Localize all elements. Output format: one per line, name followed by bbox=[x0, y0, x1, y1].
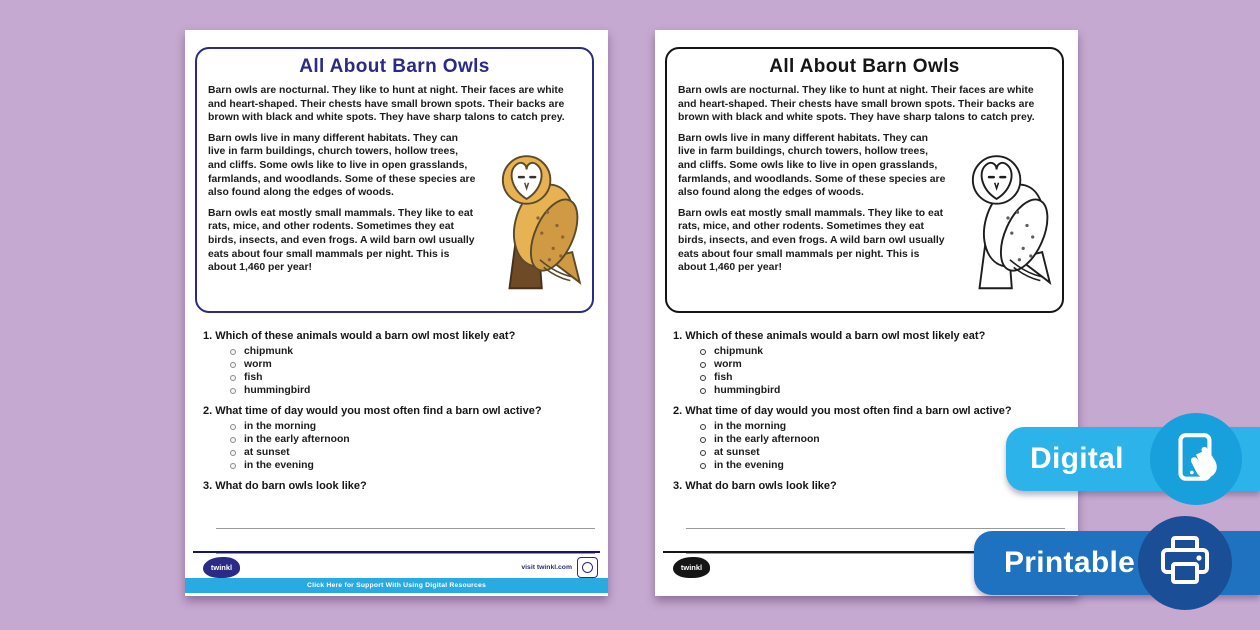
twinkl-logo: twinkl bbox=[673, 557, 710, 578]
answer-line bbox=[686, 504, 1065, 529]
question-2 bbox=[673, 405, 1067, 417]
radio-button bbox=[700, 450, 706, 456]
radio-button[interactable] bbox=[230, 362, 236, 368]
radio-button[interactable] bbox=[230, 349, 236, 355]
option-label: hummingbird bbox=[244, 385, 311, 396]
option-label: in the early afternoon bbox=[244, 434, 350, 445]
passage-paragraph-2-text: Barn owls live in many different habitats. They can live in farm buildings, church towers, hollow trees, and cliffs. Some owls like to live in open grasslands, farmlands, and woodlands. Some of these species are also found along the edges of woods. bbox=[678, 132, 946, 199]
radio-button[interactable] bbox=[230, 388, 236, 394]
digital-worksheet-page bbox=[185, 30, 608, 596]
radio-button bbox=[700, 424, 706, 430]
printable-worksheet-page bbox=[655, 30, 1078, 596]
question-3-text: What do barn owls look like? bbox=[685, 480, 837, 492]
answer-lines bbox=[216, 504, 595, 554]
passage-paragraph-1-text: Barn owls are nocturnal. They like to hunt at night. Their faces are white and heart-shaped. Their chests have small brown spots. Their backs are brown with black and white spots. They have sharp talons to catch prey. bbox=[208, 85, 565, 124]
tablet-touch-icon bbox=[1150, 413, 1242, 505]
option-in-the-evening[interactable] bbox=[230, 460, 597, 471]
barn-owl-illustration bbox=[481, 144, 594, 290]
question-1 bbox=[673, 330, 1067, 342]
option-in-the-morning[interactable] bbox=[230, 421, 597, 432]
reading-passage-box bbox=[665, 47, 1064, 313]
question-1-text: Which of these animals would a barn owl most likely eat? bbox=[215, 330, 516, 342]
worksheet-title: All About Barn Owls bbox=[769, 56, 960, 77]
passage-paragraph-1-text: Barn owls are nocturnal. They like to hunt at night. Their faces are white and heart-shaped. Their chests have small brown spots. Their backs are brown with black and white spots. They have sharp talons to catch prey. bbox=[678, 85, 1035, 124]
worksheet-footer bbox=[193, 551, 600, 579]
answer-line[interactable] bbox=[216, 504, 595, 529]
radio-button[interactable] bbox=[230, 463, 236, 469]
option-in-the-early-afternoon[interactable] bbox=[230, 434, 597, 445]
printable-badge-label: Printable bbox=[1004, 546, 1136, 579]
worksheet-title: All About Barn Owls bbox=[299, 56, 490, 77]
question-3-text: What do barn owls look like? bbox=[215, 480, 367, 492]
question-2-number: 2. bbox=[203, 405, 213, 417]
option-label: at sunset bbox=[714, 447, 760, 458]
option-at-sunset[interactable] bbox=[230, 447, 597, 458]
option-label: in the morning bbox=[244, 421, 317, 432]
radio-button[interactable] bbox=[230, 450, 236, 456]
option-label: in the morning bbox=[714, 421, 787, 432]
radio-button[interactable] bbox=[230, 437, 236, 443]
option-chipmunk bbox=[700, 346, 1067, 357]
reading-passage-box bbox=[195, 47, 594, 313]
question-3 bbox=[203, 480, 597, 492]
passage-paragraph-2-text: Barn owls live in many different habitats. They can live in farm buildings, church towers, hollow trees, and cliffs. Some owls like to live in open grasslands, farmlands, and woodlands. Some of these species are also found along the edges of woods. bbox=[208, 132, 476, 199]
passage-paragraph-1 bbox=[678, 84, 1051, 125]
option-hummingbird bbox=[700, 385, 1067, 396]
radio-button bbox=[700, 375, 706, 381]
option-label: hummingbird bbox=[714, 385, 781, 396]
question-1 bbox=[203, 330, 597, 342]
radio-button bbox=[700, 437, 706, 443]
radio-button[interactable] bbox=[230, 424, 236, 430]
questions-section bbox=[203, 321, 597, 554]
passage-paragraph-3-text: Barn owls eat mostly small mammals. They like to eat rats, mice, and other rodents. Sometimes they eat birds, insects, and even frogs. A wild barn owl usually eats about four small mammals per night. This is about 1,460 per year! bbox=[678, 207, 945, 274]
digital-support-link-bar[interactable]: Click Here for Support With Using Digital Resources bbox=[185, 578, 608, 593]
twinkl-logo: twinkl bbox=[203, 557, 240, 578]
question-2 bbox=[203, 405, 597, 417]
passage-paragraph-2 bbox=[678, 132, 1051, 200]
option-label: chipmunk bbox=[714, 346, 764, 357]
digital-badge-label: Digital bbox=[1030, 442, 1124, 475]
radio-button bbox=[700, 463, 706, 469]
printer-icon bbox=[1138, 516, 1232, 610]
option-fish[interactable] bbox=[230, 372, 597, 383]
option-label: worm bbox=[714, 359, 742, 370]
option-worm bbox=[700, 359, 1067, 370]
radio-button bbox=[700, 349, 706, 355]
footer-divider bbox=[193, 551, 600, 553]
option-hummingbird[interactable] bbox=[230, 385, 597, 396]
passage-paragraph-3-text: Barn owls eat mostly small mammals. They like to eat rats, mice, and other rodents. Sometimes they eat birds, insects, and even frogs. A wild barn owl usually eats about four small mammals per night. This is about 1,460 per year! bbox=[208, 207, 475, 274]
option-label: in the evening bbox=[714, 460, 784, 471]
barn-owl-outline-illustration bbox=[951, 144, 1064, 290]
option-worm[interactable] bbox=[230, 359, 597, 370]
option-label: in the evening bbox=[244, 460, 314, 471]
question-2-number: 2. bbox=[673, 405, 683, 417]
question-1-number: 1. bbox=[673, 330, 683, 342]
radio-button[interactable] bbox=[230, 375, 236, 381]
option-label: fish bbox=[714, 372, 733, 383]
radio-button bbox=[700, 362, 706, 368]
question-2-text: What time of day would you most often find a barn owl active? bbox=[685, 405, 1012, 417]
option-label: in the early afternoon bbox=[714, 434, 820, 445]
question-1-text: Which of these animals would a barn owl most likely eat? bbox=[685, 330, 986, 342]
visit-twinkl-text: visit twinkl.com bbox=[521, 564, 572, 571]
question-1-number: 1. bbox=[203, 330, 213, 342]
option-label: chipmunk bbox=[244, 346, 294, 357]
option-fish bbox=[700, 372, 1067, 383]
passage-paragraph-1 bbox=[208, 84, 581, 125]
question-3-number: 3. bbox=[673, 480, 683, 492]
option-chipmunk[interactable] bbox=[230, 346, 597, 357]
option-label: fish bbox=[244, 372, 263, 383]
question-2-text: What time of day would you most often find a barn owl active? bbox=[215, 405, 542, 417]
twinkl-seal-icon bbox=[577, 557, 598, 578]
option-label: worm bbox=[244, 359, 272, 370]
radio-button bbox=[700, 388, 706, 394]
passage-paragraph-2 bbox=[208, 132, 581, 200]
question-3-number: 3. bbox=[203, 480, 213, 492]
option-label: at sunset bbox=[244, 447, 290, 458]
